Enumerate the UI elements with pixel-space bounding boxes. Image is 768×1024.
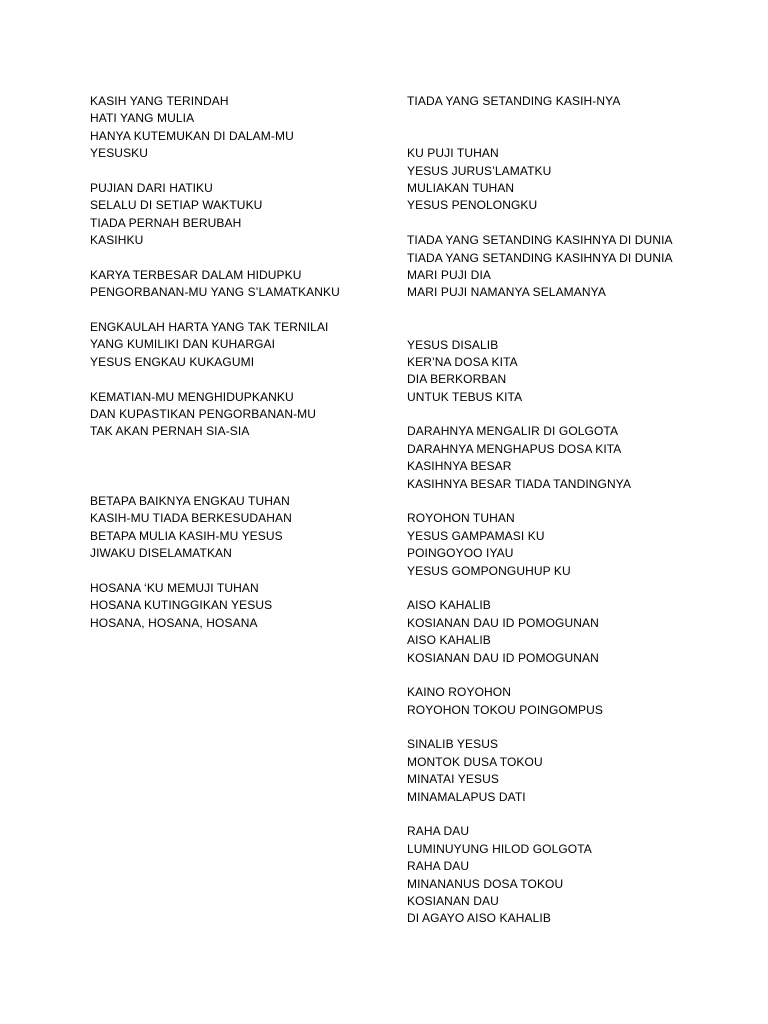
lyric-line: KOSIANAN DAU [407,894,499,908]
lyric-line: KASIH YANG TERINDAH [90,94,229,108]
lyric-line: HANYA KUTEMUKAN DI DALAM-MU [90,128,294,143]
right-column [407,93,747,928]
right-stanza-8 [407,684,747,719]
lyric-line: MARI PUJI NAMANYA SELAMANYA [407,285,606,300]
lyric-line: KAINO ROYOHON [407,685,511,700]
lyric-line: YANG KUMILIKI DAN KUHARGAI [90,337,276,352]
lyric-line: YESUS ENGKAU KUKAGUMI [90,354,255,369]
right-stanza-5 [407,423,747,493]
lyric-line: KASIHNYA BESAR [407,459,512,474]
lyric-line: KASIH-MU TIADA BERKESUDAHAN [90,511,292,526]
left-stanza-2 [90,180,380,250]
lyric-line: KU PUJI TUHAN [407,146,499,161]
lyric-line: DARAHNYA MENGHAPUS DOSA KITA [407,441,622,456]
lyric-line: MINAMALAPUS DATI [407,789,526,804]
lyric-line: YESUSKU [90,146,149,161]
lyric-line: TIADA YANG SETANDING KASIHNYA DI DUNIA [407,250,673,265]
lyric-line: MINANANUS DOSA TOKOU [407,876,564,891]
lyric-line: KASIHKU [90,233,144,248]
lyric-line: POINGOYOO IYAU [407,546,514,561]
stanza-spacer [90,441,380,493]
lyric-line: RAHA DAU [407,824,470,839]
stanza-spacer [90,250,380,267]
lyric-line: KARYA TERBESAR DALAM HIDUPKU [90,267,302,282]
stanza-spacer [90,371,380,388]
lyric-line: DAN KUPASTIKAN PENGORBANAN-MU [90,407,317,422]
stanza-spacer [407,493,747,510]
lyric-line: YESUS JURUS’LAMATKU [407,163,552,178]
right-stanza-1 [407,93,747,110]
lyric-line: RAHA DAU [407,859,470,874]
lyric-line: SINALIB YESUS [407,737,499,752]
left-column [90,93,380,632]
lyric-line: YESUS GAMPAMASI KU [407,528,545,543]
lyric-line: HATI YANG MULIA [90,111,195,126]
lyric-line: ROYOHON TOKOU POINGOMPUS [407,702,603,717]
right-stanza-6 [407,510,747,580]
stanza-spacer [90,563,380,580]
lyric-line: DI AGAYO AISO KAHALIB [407,911,551,926]
lyric-line: KEMATIAN-MU MENGHIDUPKANKU [90,389,294,404]
left-stanza-1 [90,93,380,163]
lyric-line: TAK AKAN PERNAH SIA-SIA [90,424,250,439]
stanza-spacer [407,110,747,145]
right-stanza-3 [407,232,747,302]
stanza-spacer [407,806,747,823]
right-stanza-10 [407,823,747,927]
right-stanza-9 [407,736,747,806]
lyric-line: BETAPA BAIKNYA ENGKAU TUHAN [90,494,290,508]
lyric-line: KER’NA DOSA KITA [407,354,518,369]
left-stanza-3 [90,267,380,302]
lyric-line: ENGKAULAH HARTA YANG TAK TERNILAI [90,320,329,335]
stanza-spacer [407,406,747,423]
lyric-line: TIADA PERNAH BERUBAH [90,215,242,230]
lyric-line: KASIHNYA BESAR TIADA TANDINGNYA [407,476,632,491]
lyric-line: BETAPA MULIA KASIH-MU YESUS [90,528,283,543]
lyric-line: KOSIANAN DAU ID POMOGUNAN [407,650,599,665]
lyric-line: TIADA YANG SETANDING KASIHNYA DI DUNIA [407,233,673,248]
lyric-line: MULIAKAN TUHAN [407,180,515,195]
lyric-line: DIA BERKORBAN [407,372,507,387]
lyric-line: HOSANA KUTINGGIKAN YESUS [90,598,273,613]
stanza-spacer [407,667,747,684]
lyric-line: YESUS DISALIB [407,337,499,352]
lyric-line: HOSANA ‘KU MEMUJI TUHAN [90,580,259,595]
lyric-line: KOSIANAN DAU ID POMOGUNAN [407,615,599,630]
right-stanza-2 [407,145,747,215]
left-stanza-6 [90,493,380,563]
lyric-line: LUMINUYUNG HILOD GOLGOTA [407,841,592,856]
lyric-line: TIADA YANG SETANDING KASIH-NYA [407,94,621,108]
stanza-spacer [407,719,747,736]
lyric-line: PENGORBANAN-MU YANG S’LAMATKANKU [90,285,340,300]
right-stanza-4 [407,337,747,407]
stanza-spacer [407,302,747,337]
lyric-line: MARI PUJI DIA [407,267,491,282]
left-stanza-7 [90,580,380,632]
left-stanza-5 [90,389,380,441]
right-stanza-7 [407,597,747,667]
lyric-line: SELALU DI SETIAP WAKTUKU [90,198,263,213]
lyric-line: ROYOHON TUHAN [407,511,515,526]
lyric-line: UNTUK TEBUS KITA [407,389,523,404]
stanza-spacer [90,302,380,319]
lyric-line: AISO KAHALIB [407,598,491,613]
lyric-line: YESUS PENOLONGKU [407,198,538,213]
lyric-line: DARAHNYA MENGALIR DI GOLGOTA [407,424,619,439]
stanza-spacer [407,580,747,597]
lyric-line: MONTOK DUSA TOKOU [407,754,543,769]
lyric-line: AISO KAHALIB [407,633,491,648]
lyric-line: MINATAI YESUS [407,772,499,787]
lyric-line: YESUS GOMPONGUHUP KU [407,563,571,578]
left-stanza-4 [90,319,380,371]
lyric-line: PUJIAN DARI HATIKU [90,180,213,195]
stanza-spacer [90,163,380,180]
stanza-spacer [407,215,747,232]
lyric-line: JIWAKU DISELAMATKAN [90,546,232,561]
lyric-line: HOSANA, HOSANA, HOSANA [90,615,258,630]
